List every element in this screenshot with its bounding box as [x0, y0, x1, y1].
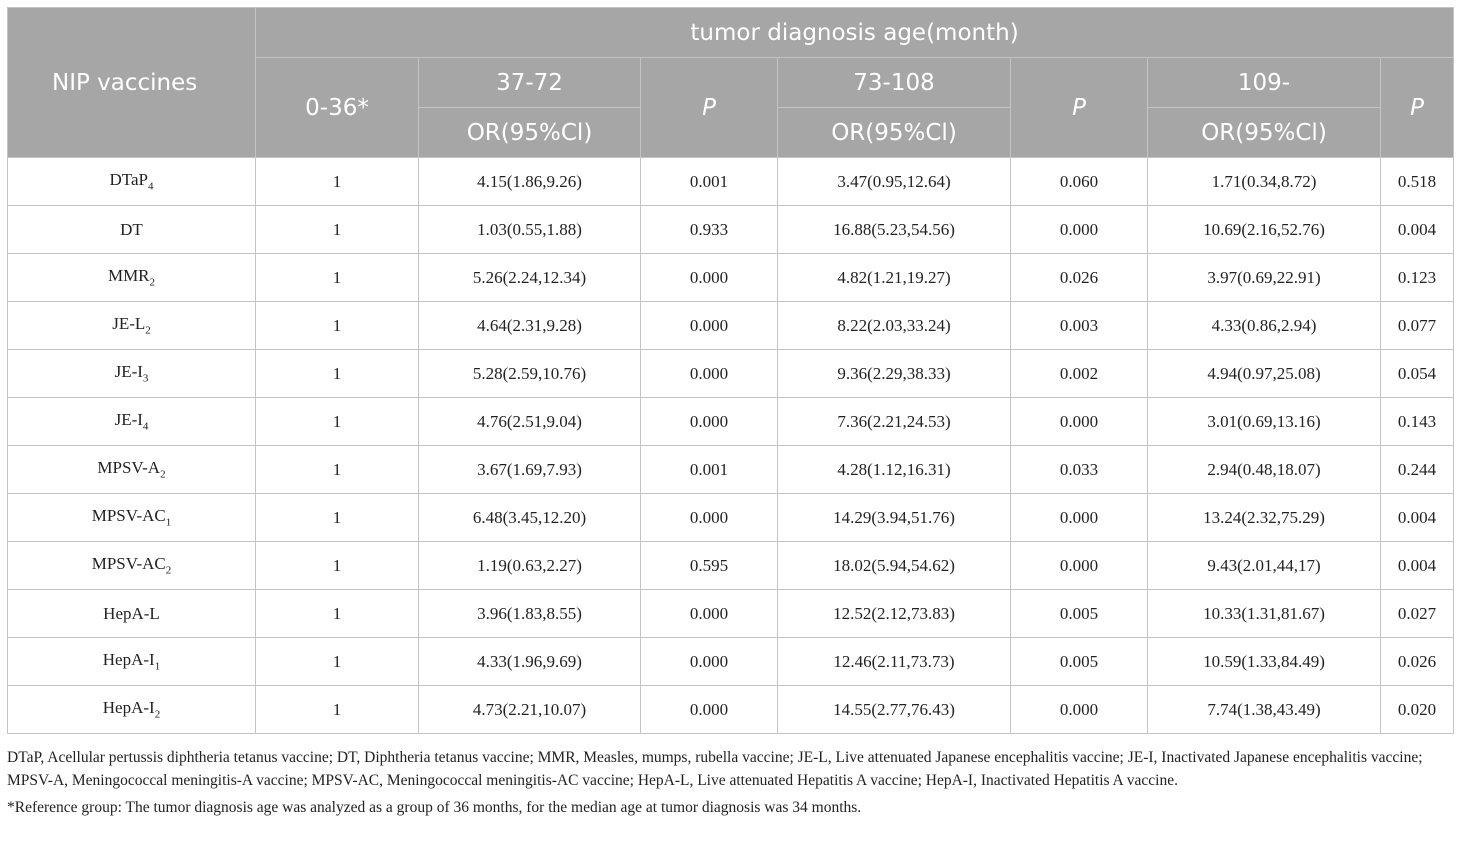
results-table [7, 7, 1454, 734]
p-73-108-cell: 0.002 [1011, 350, 1148, 398]
vaccine-name-cell [8, 302, 256, 350]
table-row [8, 206, 1454, 254]
reference-group-note: *Reference group: The tumor diagnosis age was analyzed as a group of 36 months, for the median age at tumor diagnosis was 34 months. [7, 799, 862, 816]
vaccine-name-cell [8, 638, 256, 686]
vaccine-dose-subscript: 4 [147, 180, 154, 193]
vaccine-name: MPSV-AC [91, 554, 166, 574]
p-109-cell: 0.020 [1381, 686, 1454, 734]
table-row [8, 254, 1454, 302]
vaccine-name: MPSV-A [97, 458, 161, 478]
abbreviations-note: DTaP, Acellular pertussis diphtheria tetanus vaccine; DT, Diphtheria tetanus vaccine; MMR, Measles, mumps, rubella vaccine; JE-L, Live attenuated Japanese encephalitis vaccine; JE-I, Inactivated Japanese encephalitis vaccine; MPSV-A, Meningococcal meningitis-A vaccine; MPSV-AC, Meningococcal meningitis-AC vaccine; HepA-L, Live attenuated Hepatitis A vaccine; HepA-I, Inactivated Hepatitis A vaccine. [7, 749, 1423, 789]
or-37-72-cell: 5.28(2.59,10.76) [419, 350, 641, 398]
reference-value-cell: 1 [256, 254, 419, 302]
p-109-cell: 0.143 [1381, 398, 1454, 446]
or-73-108-cell: 12.46(2.11,73.73) [778, 638, 1011, 686]
or-37-72-cell: 3.67(1.69,7.93) [419, 446, 641, 494]
header-age-0-36: 0-36* [256, 58, 419, 158]
reference-value-cell: 1 [256, 686, 419, 734]
p-109-cell: 0.004 [1381, 494, 1454, 542]
vaccine-name-cell [8, 542, 256, 590]
or-73-108-cell: 14.55(2.77,76.43) [778, 686, 1011, 734]
or-37-72-cell: 4.73(2.21,10.07) [419, 686, 641, 734]
header-age-109: 109- [1148, 58, 1381, 108]
vaccine-name: HepA-L [103, 603, 160, 623]
p-109-cell: 0.026 [1381, 638, 1454, 686]
p-73-108-cell: 0.000 [1011, 398, 1148, 446]
or-109-cell: 1.71(0.34,8.72) [1148, 158, 1381, 206]
p-73-108-cell: 0.026 [1011, 254, 1148, 302]
or-109-cell: 13.24(2.32,75.29) [1148, 494, 1381, 542]
vaccine-name: JE-L [112, 314, 146, 334]
vaccine-name-cell [8, 590, 256, 638]
or-73-108-cell: 9.36(2.29,38.33) [778, 350, 1011, 398]
or-73-108-cell: 3.47(0.95,12.64) [778, 158, 1011, 206]
header-tumor-diagnosis-age: tumor diagnosis age(month) [256, 8, 1454, 58]
or-37-72-cell: 3.96(1.83,8.55) [419, 590, 641, 638]
table-row [8, 542, 1454, 590]
p-37-72-cell: 0.000 [641, 494, 778, 542]
vaccine-dose-subscript: 2 [149, 276, 156, 289]
reference-value-cell: 1 [256, 446, 419, 494]
p-73-108-cell: 0.060 [1011, 158, 1148, 206]
vaccine-name-cell [8, 350, 256, 398]
p-73-108-cell: 0.000 [1011, 542, 1148, 590]
reference-value-cell: 1 [256, 206, 419, 254]
p-73-108-cell: 0.005 [1011, 638, 1148, 686]
p-73-108-cell: 0.003 [1011, 302, 1148, 350]
p-37-72-cell: 0.000 [641, 350, 778, 398]
or-109-cell: 3.01(0.69,13.16) [1148, 398, 1381, 446]
header-nip-vaccines: NIP vaccines [8, 8, 256, 158]
vaccine-name-cell [8, 398, 256, 446]
vaccine-name-cell [8, 158, 256, 206]
vaccine-name: DT [120, 219, 143, 239]
or-109-cell: 10.69(2.16,52.76) [1148, 206, 1381, 254]
vaccine-name-cell [8, 254, 256, 302]
header-age-37-72: 37-72 [419, 58, 641, 108]
or-109-cell: 3.97(0.69,22.91) [1148, 254, 1381, 302]
p-37-72-cell: 0.000 [641, 398, 778, 446]
vaccine-name: MMR [107, 266, 150, 286]
reference-value-cell: 1 [256, 158, 419, 206]
vaccine-dose-subscript: 1 [154, 660, 161, 673]
or-109-cell: 7.74(1.38,43.49) [1148, 686, 1381, 734]
p-73-108-cell: 0.000 [1011, 206, 1148, 254]
vaccine-dose-subscript: 1 [165, 516, 172, 529]
or-37-72-cell: 5.26(2.24,12.34) [419, 254, 641, 302]
p-109-cell: 0.004 [1381, 206, 1454, 254]
vaccine-dose-subscript: 3 [142, 372, 149, 385]
reference-value-cell: 1 [256, 590, 419, 638]
p-37-72-cell: 0.595 [641, 542, 778, 590]
vaccine-dose-subscript: 2 [145, 324, 151, 337]
p-109-cell: 0.518 [1381, 158, 1454, 206]
header-or-109: OR(95%Cl) [1148, 108, 1381, 158]
p-109-cell: 0.077 [1381, 302, 1454, 350]
vaccine-name-cell [8, 494, 256, 542]
vaccine-dose-subscript: 4 [142, 420, 149, 433]
p-109-cell: 0.244 [1381, 446, 1454, 494]
reference-value-cell: 1 [256, 542, 419, 590]
header-p-109: P [1381, 58, 1454, 158]
or-109-cell: 9.43(2.01,44,17) [1148, 542, 1381, 590]
or-109-cell: 4.94(0.97,25.08) [1148, 350, 1381, 398]
p-37-72-cell: 0.001 [641, 446, 778, 494]
table-row [8, 494, 1454, 542]
vaccine-name-cell [8, 446, 256, 494]
p-73-108-cell: 0.000 [1011, 494, 1148, 542]
header-age-73-108: 73-108 [778, 58, 1011, 108]
or-37-72-cell: 1.19(0.63,2.27) [419, 542, 641, 590]
p-37-72-cell: 0.000 [641, 254, 778, 302]
vaccine-name: JE-I [114, 362, 143, 382]
p-109-cell: 0.123 [1381, 254, 1454, 302]
reference-value-cell: 1 [256, 494, 419, 542]
reference-value-cell: 1 [256, 302, 419, 350]
table-row [8, 446, 1454, 494]
or-37-72-cell: 4.64(2.31,9.28) [419, 302, 641, 350]
table-footnotes [7, 746, 1453, 819]
vaccine-name: HepA-I [102, 698, 155, 718]
vaccine-name: DTaP [109, 170, 148, 190]
vaccine-name-cell [8, 686, 256, 734]
or-37-72-cell: 1.03(0.55,1.88) [419, 206, 641, 254]
reference-value-cell: 1 [256, 638, 419, 686]
reference-value-cell: 1 [256, 350, 419, 398]
reference-value-cell: 1 [256, 398, 419, 446]
vaccine-name-cell [8, 206, 256, 254]
or-73-108-cell: 16.88(5.23,54.56) [778, 206, 1011, 254]
or-73-108-cell: 18.02(5.94,54.62) [778, 542, 1011, 590]
header-or-73-108: OR(95%Cl) [778, 108, 1011, 158]
vaccine-dose-subscript: 2 [165, 564, 172, 577]
or-109-cell: 2.94(0.48,18.07) [1148, 446, 1381, 494]
or-37-72-cell: 4.15(1.86,9.26) [419, 158, 641, 206]
header-or-37-72: OR(95%Cl) [419, 108, 641, 158]
or-73-108-cell: 12.52(2.12,73.83) [778, 590, 1011, 638]
p-37-72-cell: 0.000 [641, 590, 778, 638]
table-header [8, 8, 1454, 158]
p-73-108-cell: 0.005 [1011, 590, 1148, 638]
p-37-72-cell: 0.001 [641, 158, 778, 206]
or-109-cell: 10.33(1.31,81.67) [1148, 590, 1381, 638]
vaccine-name: MPSV-AC [91, 506, 166, 526]
or-73-108-cell: 4.82(1.21,19.27) [778, 254, 1011, 302]
header-p-73-108: P [1011, 58, 1148, 158]
p-73-108-cell: 0.000 [1011, 686, 1148, 734]
vaccine-dose-subscript: 2 [160, 468, 166, 481]
or-109-cell: 10.59(1.33,84.49) [1148, 638, 1381, 686]
vaccine-name: JE-I [114, 410, 143, 430]
p-37-72-cell: 0.000 [641, 638, 778, 686]
p-109-cell: 0.004 [1381, 542, 1454, 590]
p-109-cell: 0.054 [1381, 350, 1454, 398]
header-p-37-72: P [641, 58, 778, 158]
p-109-cell: 0.027 [1381, 590, 1454, 638]
or-73-108-cell: 7.36(2.21,24.53) [778, 398, 1011, 446]
table-row [8, 158, 1454, 206]
table-row [8, 590, 1454, 638]
p-73-108-cell: 0.033 [1011, 446, 1148, 494]
or-109-cell: 4.33(0.86,2.94) [1148, 302, 1381, 350]
or-37-72-cell: 4.33(1.96,9.69) [419, 638, 641, 686]
or-37-72-cell: 6.48(3.45,12.20) [419, 494, 641, 542]
table-row [8, 302, 1454, 350]
p-37-72-cell: 0.000 [641, 302, 778, 350]
table-row [8, 398, 1454, 446]
table-row [8, 638, 1454, 686]
table-row [8, 350, 1454, 398]
or-37-72-cell: 4.76(2.51,9.04) [419, 398, 641, 446]
vaccine-name: HepA-I [102, 650, 155, 670]
or-73-108-cell: 4.28(1.12,16.31) [778, 446, 1011, 494]
p-37-72-cell: 0.000 [641, 686, 778, 734]
or-73-108-cell: 8.22(2.03,33.24) [778, 302, 1011, 350]
or-73-108-cell: 14.29(3.94,51.76) [778, 494, 1011, 542]
table-row [8, 686, 1454, 734]
vaccine-dose-subscript: 2 [154, 708, 161, 721]
p-37-72-cell: 0.933 [641, 206, 778, 254]
table-body [8, 158, 1454, 734]
